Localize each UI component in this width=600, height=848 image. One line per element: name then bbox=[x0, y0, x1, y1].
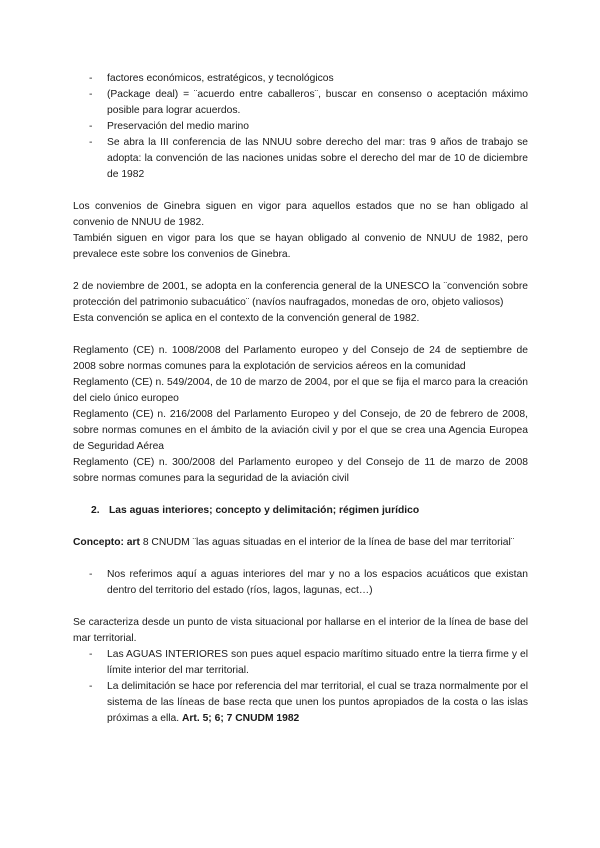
concepto-text: 8 CNUDM ¨las aguas situadas en el interior de la línea de base del mar territorial¨ bbox=[139, 537, 515, 548]
list-item: - Nos referimos aquí a aguas interiores del mar y no a los espacios acuáticos que existan dentro del territorio del estado (ríos, lagos, lagunas, ect…) bbox=[73, 567, 528, 599]
list-item: - Preservación del medio marino bbox=[73, 119, 528, 135]
page-content bbox=[73, 71, 528, 727]
list-item: - (Package deal) = ¨acuerdo entre caballeros¨, buscar en consenso o aceptación máximo posible para lograr acuerdos. bbox=[73, 87, 528, 119]
list-item: - Las AGUAS INTERIORES son pues aquel espacio marítimo situado entre la tierra firme y el límite interior del mar territorial. bbox=[73, 647, 528, 679]
reglamento-paragraph: Reglamento (CE) n. 549/2004, de 10 de marzo de 2004, por el que se fija el marco para la creación del cielo único europeo bbox=[73, 377, 528, 404]
paragraph-ginebra-1: Los convenios de Ginebra siguen en vigor para aquellos estados que no se han obligado al convenio de NNUU de 1982. bbox=[73, 201, 528, 228]
section-title: Las aguas interiores; concepto y delimitación; régimen jurídico bbox=[109, 505, 420, 516]
concepto-art: art bbox=[126, 537, 140, 548]
paragraph-ginebra-2: También siguen en vigor para los que se hayan obligado al convenio de NNUU de 1982, pero prevalece este sobre los convenios de Ginebra. bbox=[73, 233, 528, 260]
bullet-list-delimitacion bbox=[73, 647, 528, 727]
paragraph-unesco-1: 2 de noviembre de 2001, se adopta en la conferencia general de la UNESCO la ¨convención sobre protección del patrimonio subacuático¨ (navíos naufragados, monedas de oro, objeto valiosos) bbox=[73, 281, 528, 308]
concepto-label: Concepto: bbox=[73, 537, 124, 548]
section-heading bbox=[73, 503, 528, 519]
list-item: - factores económicos, estratégicos, y tecnológicos bbox=[73, 71, 528, 87]
reglamento-paragraph: Reglamento (CE) n. 300/2008 del Parlamento europeo y del Consejo de 11 de marzo de 2008 sobre normas comunes para la seguridad de la aviación civil bbox=[73, 457, 528, 484]
concepto-paragraph bbox=[73, 535, 528, 551]
section-number: 2. bbox=[91, 505, 100, 516]
reglamento-paragraph: Reglamento (CE) n. 1008/2008 del Parlamento europeo y del Consejo de 24 de septiembre de 2008 sobre normas comunes para la explotación de servicios aéreos en la comunidad bbox=[73, 345, 528, 372]
reglamento-paragraph: Reglamento (CE) n. 216/2008 del Parlamento Europeo y del Consejo, de 20 de febrero de 2008, sobre normas comunes en el ámbito de la aviación civil y por el que se crea una Agencia Europea de Seguridad Aérea bbox=[73, 409, 528, 452]
bullet-list-factors bbox=[73, 71, 528, 183]
delimitacion-text: La delimitación se hace por referencia del mar territorial, el cual se traza normalmente por el sistema de las líneas de base recta que unen los puntos apropiados de la costa o las islas próximas a ella. bbox=[107, 681, 528, 724]
paragraph-unesco-2: Esta convención se aplica en el contexto de la convención general de 1982. bbox=[73, 313, 420, 324]
article-reference: Art. 5; 6; 7 CNUDM 1982 bbox=[181, 713, 300, 724]
bullet-list-interiores bbox=[73, 567, 528, 599]
paragraph-caracteriza: Se caracteriza desde un punto de vista situacional por hallarse en el interior de la línea de base del mar territorial. bbox=[73, 617, 528, 644]
list-item: - Se abra la III conferencia de las NNUU sobre derecho del mar: tras 9 años de trabajo se adopta: la convención de las naciones unidas sobre el derecho del mar de 10 de diciembre de 1982 bbox=[73, 135, 528, 183]
list-item bbox=[73, 679, 528, 727]
